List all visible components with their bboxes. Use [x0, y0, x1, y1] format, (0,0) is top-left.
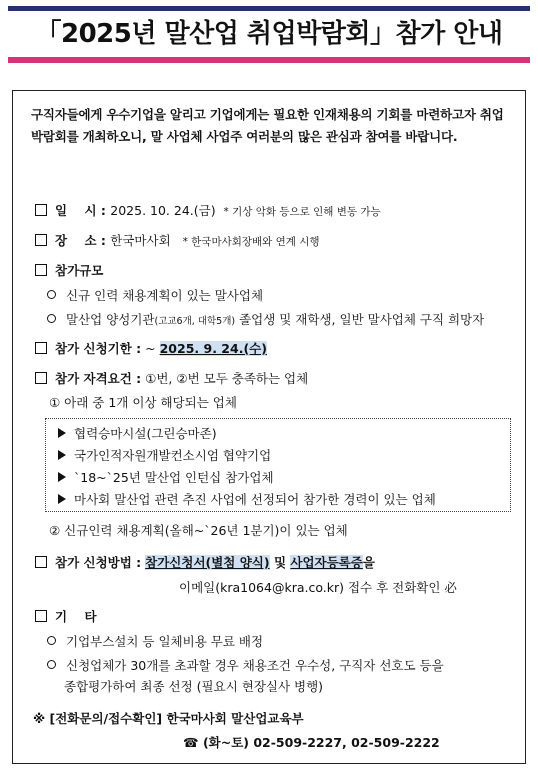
required-mark: 必 [444, 580, 457, 595]
qualification-desc: ①번, ②번 모두 충족하는 업체 [145, 371, 309, 386]
place-row: 장 소 : 한국마사회 * 한국마사회장배와 연계 시행 [35, 231, 320, 249]
phone-icon: ☎ [183, 735, 199, 750]
etc-heading [35, 607, 97, 625]
list-item: 국가인적자원개발컨소시엄 협약기업 [58, 446, 271, 464]
place-label: 장 소 [55, 233, 97, 248]
checkbox-square-icon [35, 204, 47, 216]
list-item: 마사회 말산업 관련 추진 사업에 선정되어 참가한 경력이 있는 업체 [58, 490, 436, 508]
date-note: * 기상 악화 등으로 인해 변동 가능 [223, 206, 381, 218]
qualification-sub-1: ① 아래 중 1개 이상 해당되는 업체 [49, 395, 237, 410]
circle-bullet-icon [47, 314, 56, 323]
deadline-label: 참가 신청기한 : [55, 341, 142, 356]
title-banner [8, 6, 530, 63]
list-item: `18~`25년 말산업 인턴십 참가업체 [58, 468, 274, 486]
scale-label: 참가규모 [55, 263, 104, 278]
date-label: 일 시 [55, 203, 97, 218]
checkbox-square-icon [35, 372, 47, 384]
checkbox-square-icon [35, 342, 47, 354]
checkbox-square-icon [35, 556, 47, 568]
circle-bullet-icon [47, 660, 56, 669]
method-line-2: 이메일(kra1064@kra.co.kr) 접수 후 전화확인 必 [179, 580, 457, 595]
triangle-bullet-icon [58, 428, 66, 438]
deadline-row: 참가 신청기한 : ~ 2025. 9. 24.(수) [35, 339, 267, 357]
checkbox-square-icon [35, 610, 47, 622]
date-row: 일 시 : 2025. 10. 24.(금) * 기상 악화 등으로 인해 변동 가능 [35, 201, 381, 219]
qualification-list [45, 418, 511, 512]
qualification-row [35, 369, 308, 387]
circle-bullet-icon [47, 290, 56, 299]
scale-item-1: 신규 인력 채용계획이 있는 말사업체 [47, 286, 263, 304]
title-bottom-bar [8, 57, 530, 63]
etc-item-2-cont: 종합평가하여 최종 선정 (필요시 현장실사 병행) [64, 679, 324, 694]
checkbox-square-icon [35, 234, 47, 246]
date-value: 2025. 10. 24.(금) [110, 203, 216, 218]
place-value: 한국마사회 [110, 233, 171, 248]
method-row: 참가 신청방법 : 참가신청서(별첨 양식) 및 사업자등록증을 [35, 553, 375, 571]
content-box [12, 90, 526, 764]
list-item: 협력승마시설(그린승마존) [58, 424, 217, 442]
etc-item-2: 신청업체가 30개를 초과할 경우 채용조건 우수성, 구직자 선호도 등을 [47, 656, 444, 674]
qualification-label: 참가 자격요건 : [55, 371, 142, 386]
scale-item-2: 말산업 양성기관(고교6개, 대학5개) 졸업생 및 재학생, 일반 말사업체 구직 희망자 [47, 310, 484, 328]
intro-paragraph: 구직자들에게 우수기업을 알리고 기업에게는 필요한 인재채용의 기회를 마련하고자 취업박람회를 개최하오니, 말 사업체 사업주 여러분의 많은 관심과 참여를 바랍니다. [31, 107, 504, 144]
etc-label: 기 타 [55, 609, 97, 624]
qualification-sub-2: ② 신규인력 채용계획(올해~`26년 1분기)이 있는 업체 [49, 523, 348, 538]
place-note: * 한국마사회장배와 연계 시행 [182, 236, 320, 248]
checkbox-square-icon [35, 264, 47, 276]
etc-item-1: 기업부스설치 등 일체비용 무료 배정 [47, 632, 263, 650]
scale-heading [35, 261, 103, 279]
business-registration: 사업자등록증 [290, 555, 363, 570]
contact-line-2: ☎ (화~토) 02-509-2227, 02-509-2222 [183, 735, 440, 750]
triangle-bullet-icon [58, 494, 66, 504]
circle-bullet-icon [47, 636, 56, 645]
application-form: 참가신청서(별첨 양식) [145, 555, 270, 570]
deadline-value: 2025. 9. 24.(수) [159, 341, 267, 356]
triangle-bullet-icon [58, 472, 66, 482]
triangle-bullet-icon [58, 450, 66, 460]
page-title: 「2025년 말산업 취업박람회」참가 안내 [35, 19, 503, 49]
contact-line-1: ※ [전화문의/접수확인] 한국마사회 말산업교육부 [33, 711, 304, 726]
method-label: 참가 신청방법 : [55, 555, 142, 570]
